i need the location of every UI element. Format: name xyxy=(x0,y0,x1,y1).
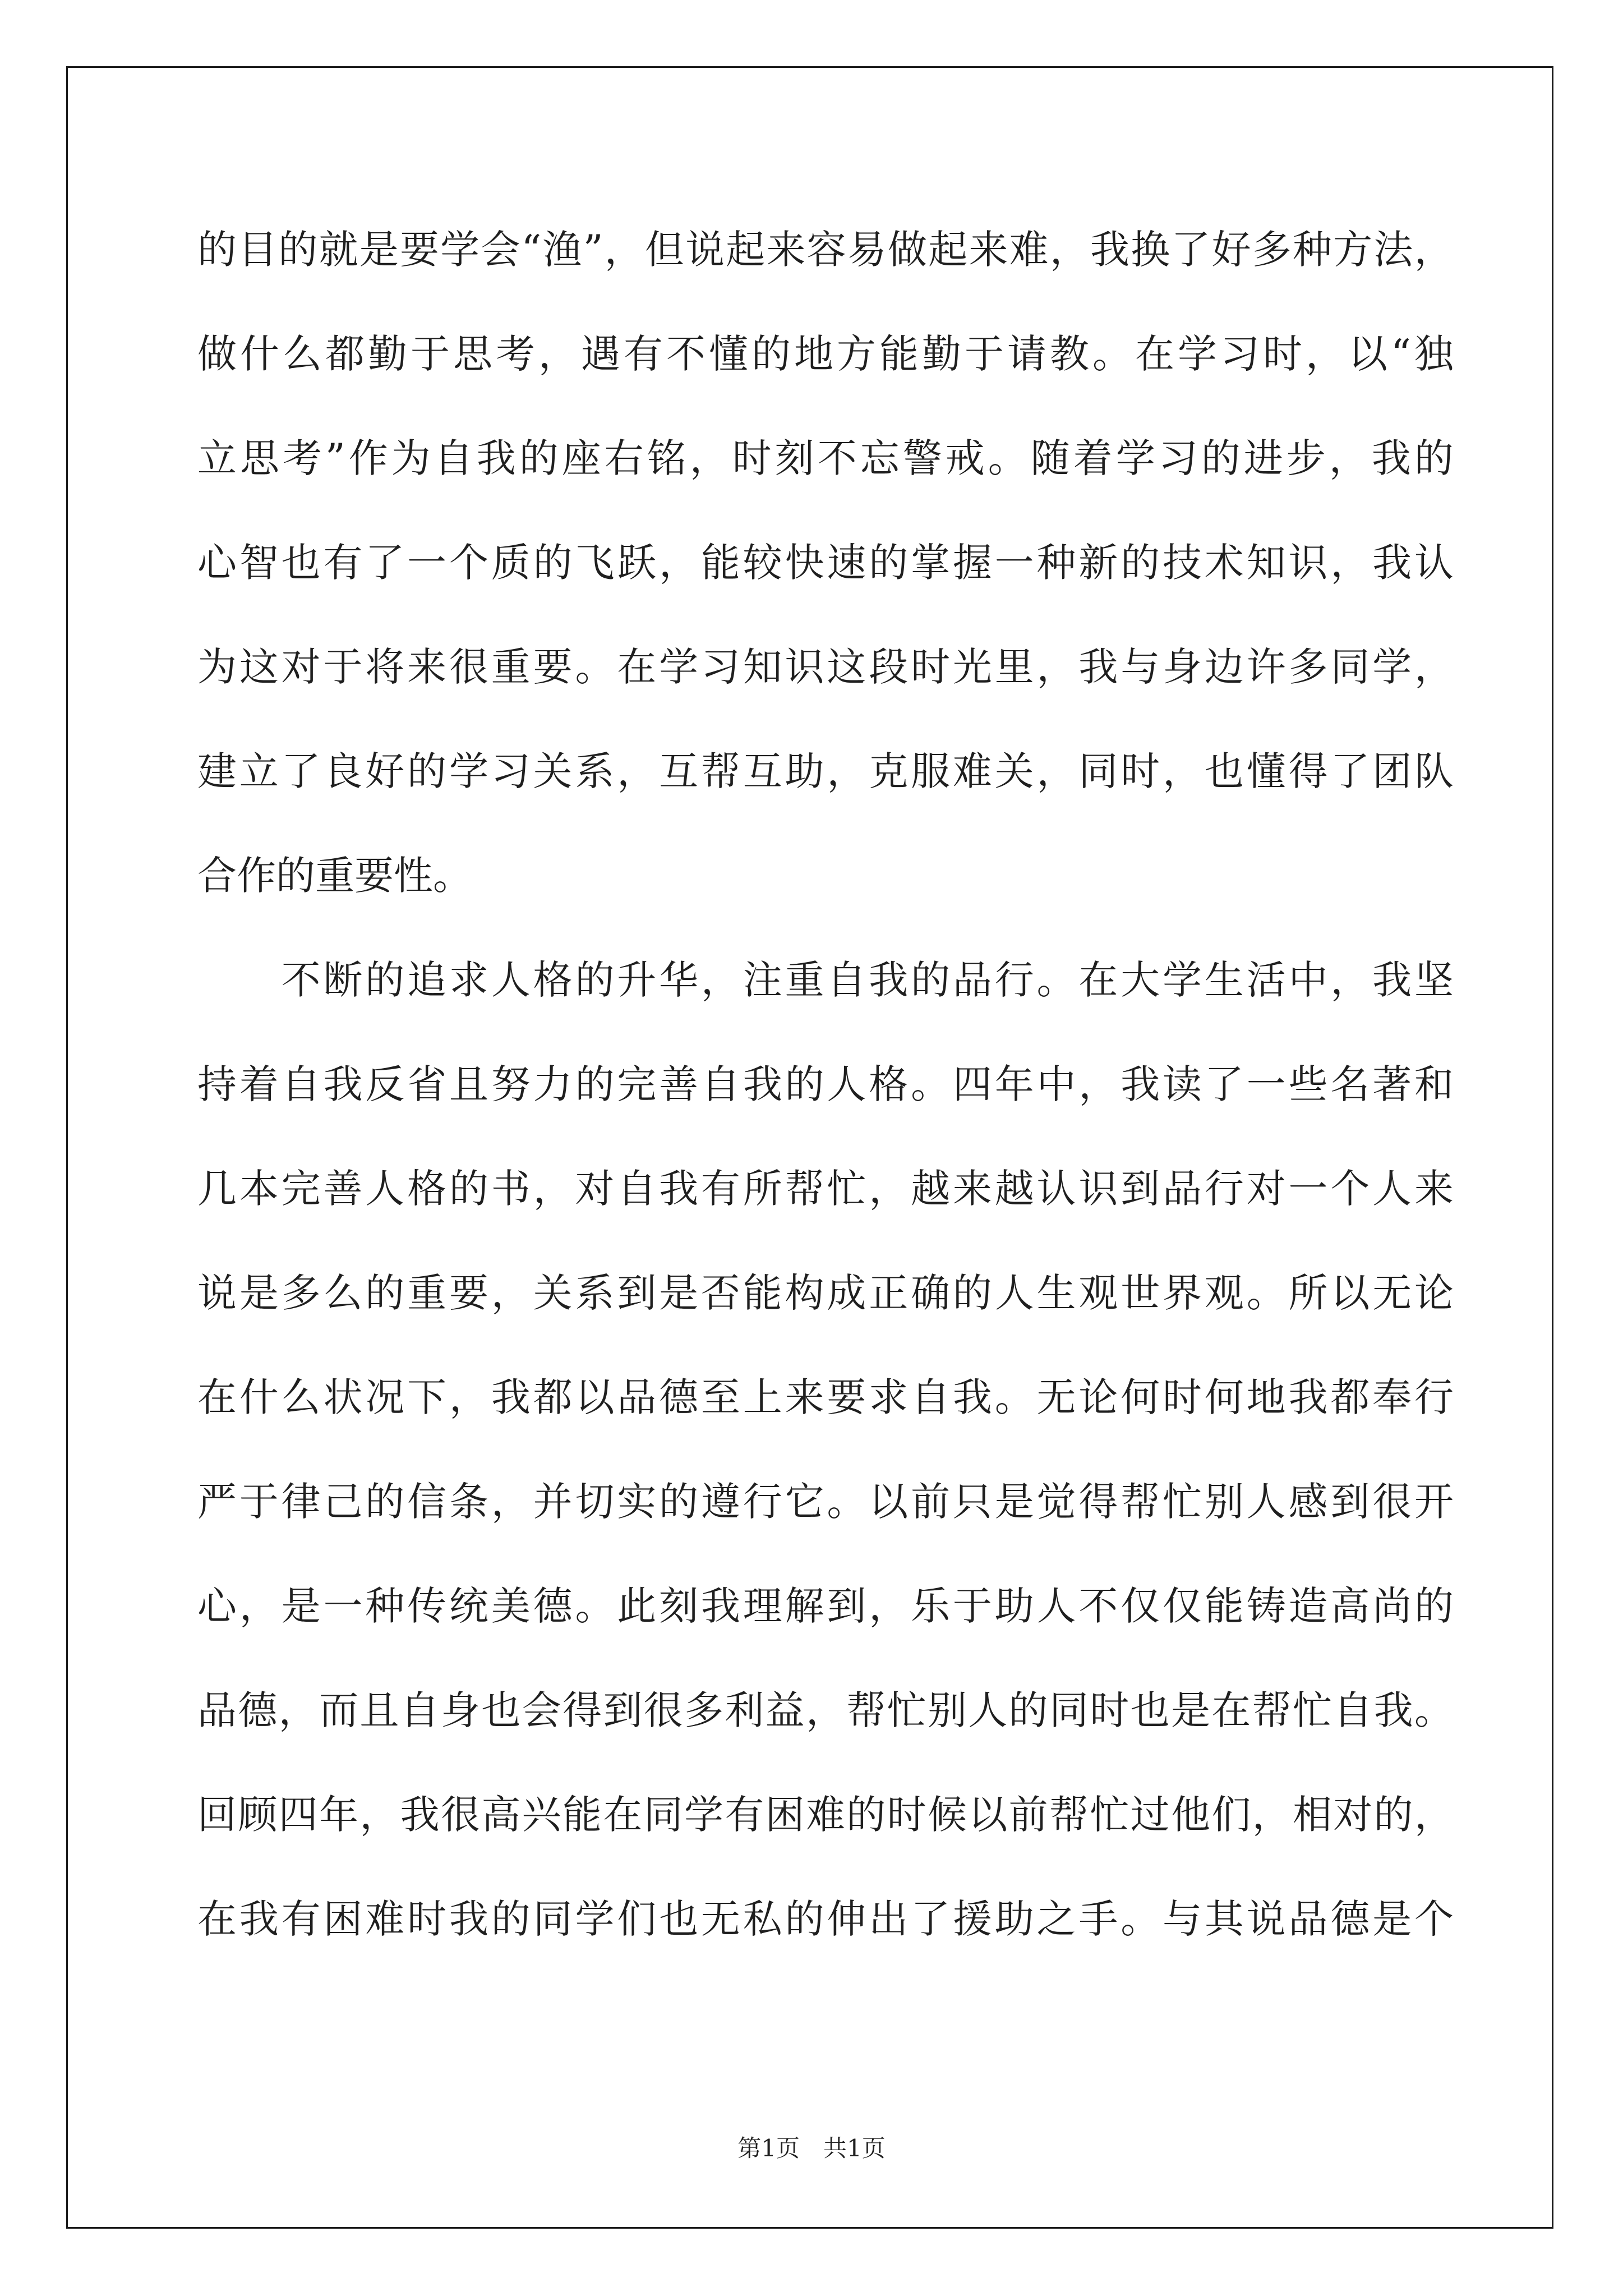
text-line: 合作的重要性。 xyxy=(197,853,472,899)
text-line: 回顾四年，我很高兴能在同学有困难的时候以前帮忙过他们，相对的， xyxy=(197,1792,1455,1838)
text-line: 持着自我反省且努力的完善自我的人格。四年中，我读了一些名著和 xyxy=(197,1061,1456,1107)
text-line: 几本完善人格的书，对自我有所帮忙，越来越认识到品行对一个人来 xyxy=(197,1166,1456,1212)
text-line: 不断的追求人格的升华，注重自我的品行。在大学生活中，我坚 xyxy=(197,957,1456,1003)
text-line: 在我有困难时我的同学们也无私的伸出了援助之手。与其说品德是个 xyxy=(197,1896,1456,1942)
text-line: 立思考”作为自我的座右铭，时刻不忘警戒。随着学习的进步，我的 xyxy=(197,435,1457,481)
text-line: 建立了良好的学习关系，互帮互助，克服难关，同时，也懂得了团队 xyxy=(197,748,1456,794)
text-line: 心，是一种传统美德。此刻我理解到，乐于助人不仅仅能铸造高尚的 xyxy=(197,1583,1456,1629)
text-line: 严于律己的信条，并切实的遵行它。以前只是觉得帮忙别人感到很开 xyxy=(197,1479,1456,1525)
text-line: 心智也有了一个质的飞跃，能较快速的掌握一种新的技术知识，我认 xyxy=(197,540,1456,586)
text-line: 做什么都勤于思考，遇有不懂的地方能勤于请教。在学习时，以“独 xyxy=(197,331,1457,377)
text-line: 品德，而且自身也会得到很多利益，帮忙别人的同时也是在帮忙自我。 xyxy=(197,1687,1455,1733)
text-line: 说是多么的重要，关系到是否能构成正确的人生观世界观。所以无论 xyxy=(197,1270,1456,1316)
text-line: 的目的就是要学会“渔”，但说起来容易做起来难，我换了好多种方法， xyxy=(197,227,1455,273)
page-number: 第1页 共1页 xyxy=(737,2134,886,2162)
text-line: 在什么状况下，我都以品德至上来要求自我。无论何时何地我都奉行 xyxy=(197,1374,1456,1420)
text-line: 为这对于将来很重要。在学习知识这段时光里，我与身边许多同学， xyxy=(197,644,1456,690)
